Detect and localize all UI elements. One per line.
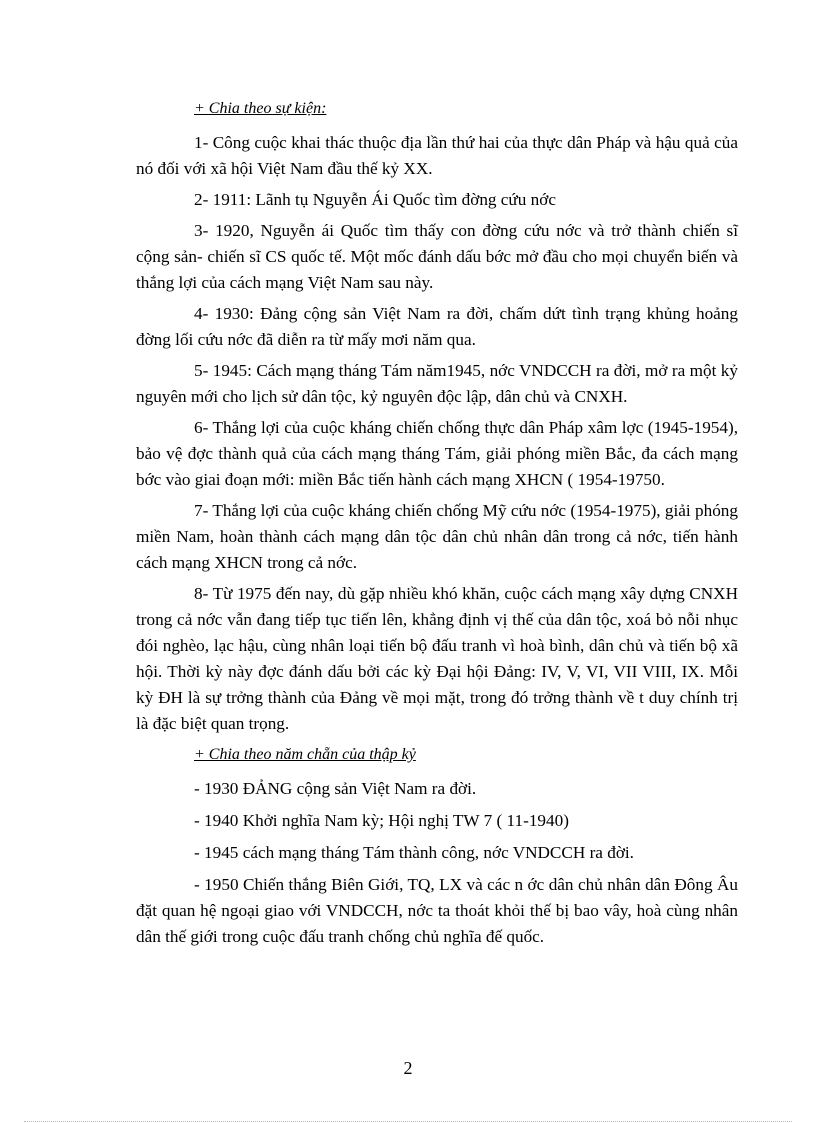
page-number: 2 bbox=[403, 1058, 413, 1078]
decade-item-1945: - 1945 cách mạng tháng Tám thành công, nớc VNDCCH ra đời. bbox=[194, 843, 634, 862]
event-paragraph-8: 8- Từ 1975 đến nay, dù gặp nhiều khó khăn, cuộc cách mạng xây dựng CNXH trong cả nớc vẫn đang tiếp tục tiến lên, khẳng định vị thế của dân tộc, xoá bỏ nỗi nhục đói nghèo, lạc hậu, cùng nhân loại tiến bộ đấu tranh vì hoà bình, dân chủ và tiến bộ xã hội. Thời kỳ này đợc đánh dấu bởi các kỳ Đại hội Đảng: IV, V, VI, VII VIII, IX. Mỗi kỳ ĐH là sự trởng thành của Đảng về mọi mặt, trong đó trởng thành về t duy chính trị là đặc biệt quan trọng. bbox=[136, 584, 738, 733]
event-paragraph-6: 6- Thắng lợi của cuộc kháng chiến chống thực dân Pháp xâm lợc (1945-1954), bảo vệ đợc thành quả của cách mạng tháng Tám, giải phóng miền Bắc, đa cách mạng bớc vào giai đoạn mới: miền Bắc tiến hành cách mạng XHCN ( 1954-19750. bbox=[136, 418, 738, 489]
event-paragraph-1: 1- Công cuộc khai thác thuộc địa lần thứ hai của thực dân Pháp và hậu quả của nó đối với xã hội Việt Nam đầu thế kỷ XX. bbox=[136, 133, 738, 178]
event-paragraph-2: 2- 1911: Lãnh tụ Nguyễn Ái Quốc tìm đờng cứu nớc bbox=[194, 190, 556, 209]
section-heading-by-decade: + Chia theo năm chẵn của thập kỷ bbox=[194, 746, 416, 763]
document-page bbox=[136, 96, 738, 955]
decade-item-1930: - 1930 ĐẢNG cộng sản Việt Nam ra đời. bbox=[194, 779, 477, 798]
page-bottom-divider bbox=[24, 1121, 792, 1122]
section-heading-by-events: + Chia theo sự kiện: bbox=[194, 100, 327, 117]
event-paragraph-3: 3- 1920, Nguyễn ái Quốc tìm thấy con đờng cứu nớc và trở thành chiến sĩ cộng sản- chiến sĩ CS quốc tế. Một mốc đánh dấu bớc mở đầu cho mọi chuyển biến và thắng lợi của cách mạng Việt Nam sau này. bbox=[136, 221, 738, 292]
decade-item-1940: - 1940 Khởi nghĩa Nam kỳ; Hội nghị TW 7 ( 11-1940) bbox=[194, 811, 569, 830]
event-paragraph-7: 7- Thắng lợi của cuộc kháng chiến chống Mỹ cứu nớc (1954-1975), giải phóng miền Nam, hoàn thành cách mạng dân tộc dân chủ nhân dân trong cả nớc, tiến hành cách mạng XHCN trong cả nớc. bbox=[136, 501, 738, 572]
event-paragraph-4: 4- 1930: Đảng cộng sản Việt Nam ra đời, chấm dứt tình trạng khủng hoảng đờng lối cứu nớc đã diễn ra từ mấy mơi năm qua. bbox=[136, 304, 738, 349]
decade-paragraph-1950: - 1950 Chiến thắng Biên Giới, TQ, LX và các n ớc dân chủ nhân dân Đông Âu đặt quan hệ ngoại giao với VNDCCH, nớc ta thoát khỏi thế bị bao vây, hoà cùng nhân dân thế giới trong cuộc đấu tranh chống chủ nghĩa đế quốc. bbox=[136, 875, 738, 946]
event-paragraph-5: 5- 1945: Cách mạng tháng Tám năm1945, nớc VNDCCH ra đời, mở ra một kỷ nguyên mới cho lịch sử dân tộc, kỷ nguyên độc lập, dân chủ và CNXH. bbox=[136, 361, 738, 406]
